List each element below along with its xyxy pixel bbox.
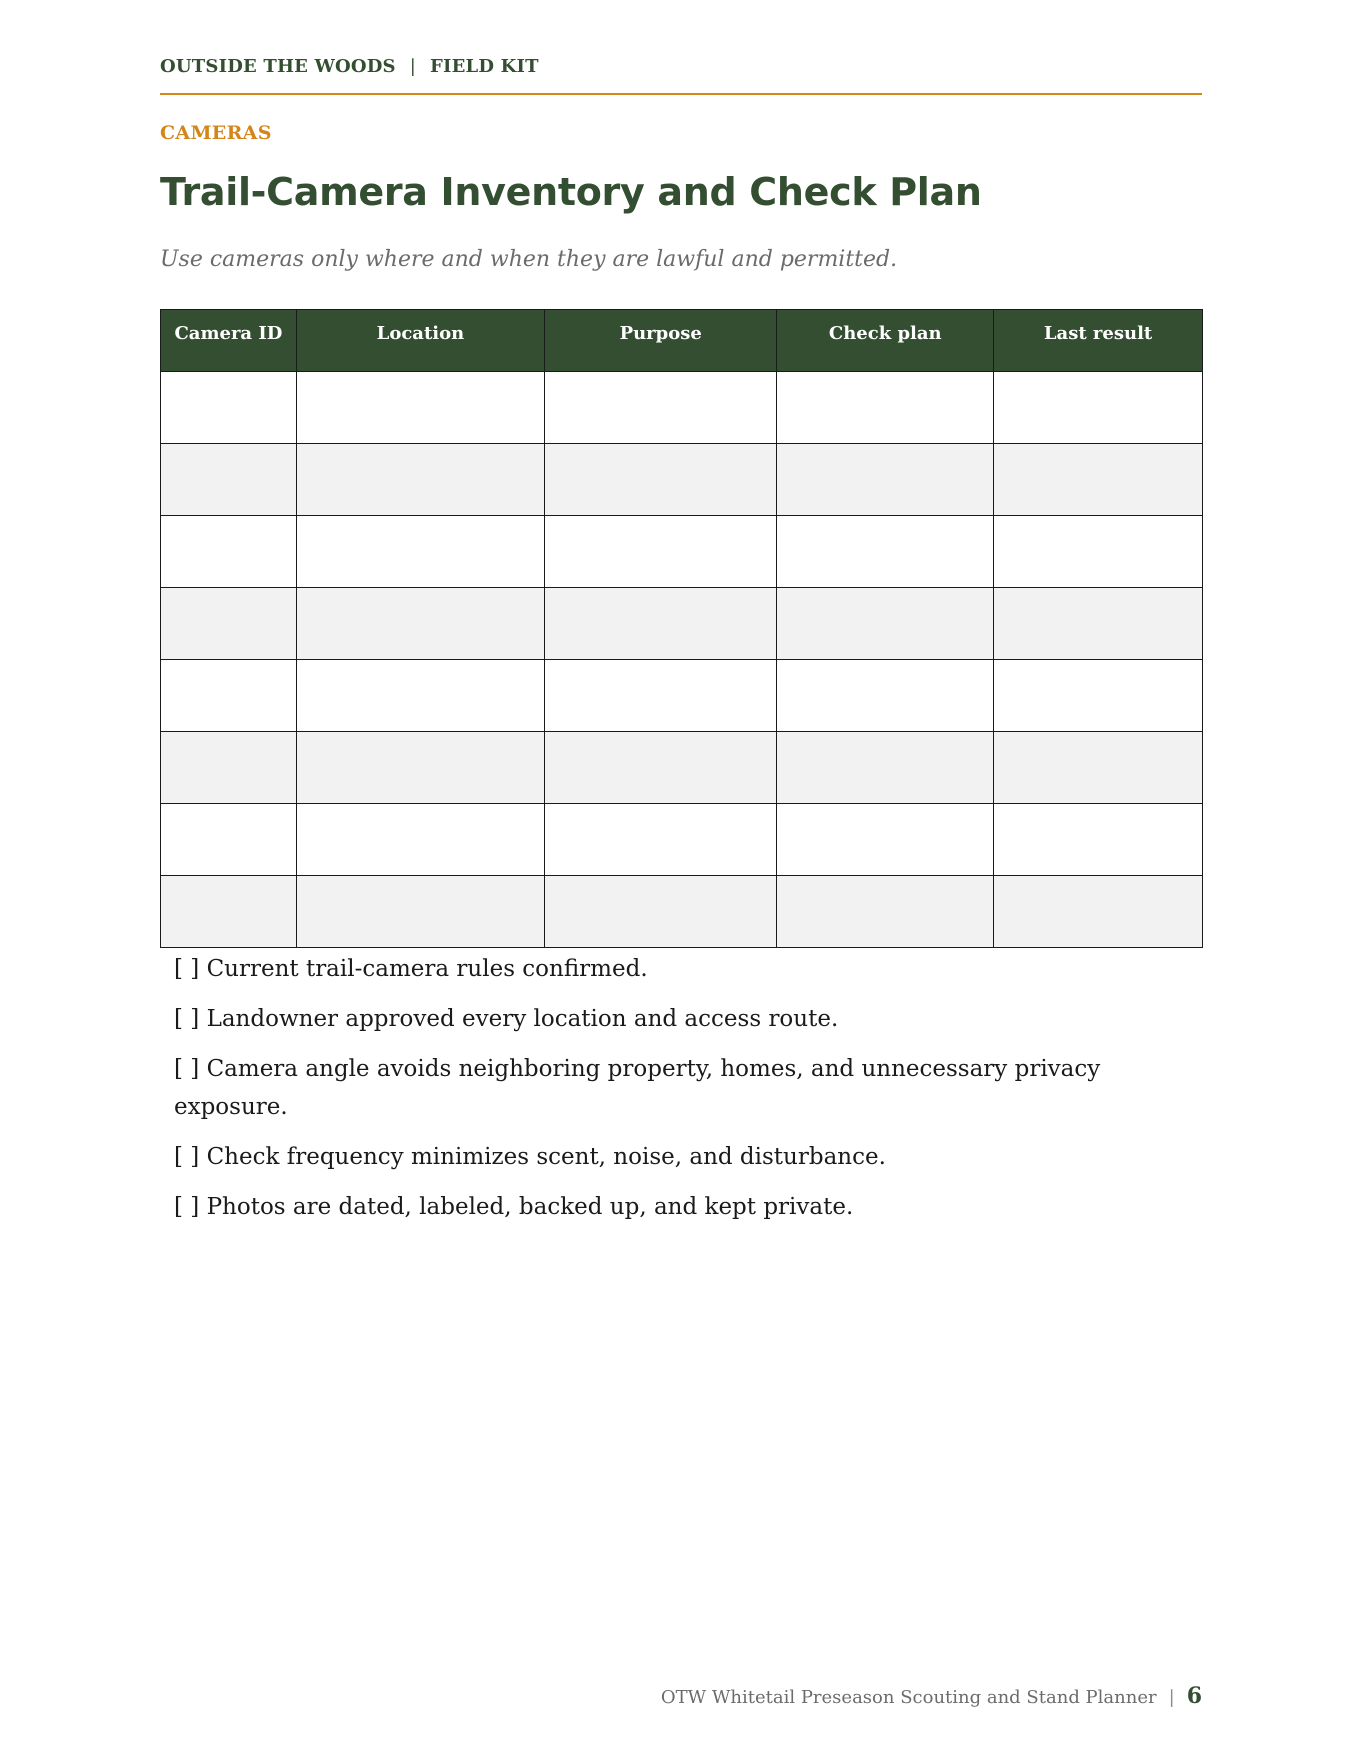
cell-last-result[interactable] <box>994 444 1203 516</box>
cell-location[interactable] <box>296 660 544 732</box>
cell-last-result[interactable] <box>994 732 1203 804</box>
cell-check-plan[interactable] <box>777 660 994 732</box>
cell-purpose[interactable] <box>545 516 777 588</box>
cell-purpose[interactable] <box>545 732 777 804</box>
cell-check-plan[interactable] <box>777 804 994 876</box>
cell-camera-id[interactable] <box>161 732 297 804</box>
table-row <box>161 516 1203 588</box>
cell-last-result[interactable] <box>994 660 1203 732</box>
header-separator: | <box>409 56 417 77</box>
cell-camera-id[interactable] <box>161 876 297 948</box>
cell-last-result[interactable] <box>994 876 1203 948</box>
cell-camera-id[interactable] <box>161 444 297 516</box>
cell-camera-id[interactable] <box>161 516 297 588</box>
footer-separator: | <box>1168 1687 1175 1708</box>
brand-name: OUTSIDE THE WOODS <box>160 56 396 77</box>
cell-location[interactable] <box>296 372 544 444</box>
table-header-row <box>161 310 1203 372</box>
checklist-item-camera-angle[interactable]: [ ] Camera angle avoids neighboring property, homes, and unnecessary privacy exposure. <box>174 1056 1101 1120</box>
page-title: Trail-Camera Inventory and Check Plan <box>160 170 982 214</box>
cell-location[interactable] <box>296 732 544 804</box>
page-number: 6 <box>1186 1683 1202 1709</box>
cell-check-plan[interactable] <box>777 732 994 804</box>
table-row <box>161 660 1203 732</box>
cell-purpose[interactable] <box>545 372 777 444</box>
cell-last-result[interactable] <box>994 588 1203 660</box>
cell-camera-id[interactable] <box>161 372 297 444</box>
page-footer <box>661 1683 1202 1709</box>
column-header-location: Location <box>296 310 544 372</box>
cell-last-result[interactable] <box>994 516 1203 588</box>
column-header-camera-id: Camera ID <box>161 310 297 372</box>
cell-camera-id[interactable] <box>161 660 297 732</box>
cell-location[interactable] <box>296 876 544 948</box>
cell-purpose[interactable] <box>545 876 777 948</box>
cell-location[interactable] <box>296 516 544 588</box>
running-header <box>160 56 539 77</box>
column-header-purpose: Purpose <box>545 310 777 372</box>
checklist-item-check-frequency[interactable]: [ ] Check frequency minimizes scent, noise, and disturbance. <box>174 1144 886 1170</box>
header-rule <box>160 93 1202 95</box>
cell-purpose[interactable] <box>545 588 777 660</box>
cell-camera-id[interactable] <box>161 804 297 876</box>
camera-inventory-table <box>160 309 1203 948</box>
cell-last-result[interactable] <box>994 372 1203 444</box>
footer-document-title: OTW Whitetail Preseason Scouting and Stand Planner <box>660 1687 1157 1708</box>
table-row <box>161 732 1203 804</box>
section-label: CAMERAS <box>160 122 272 144</box>
cell-last-result[interactable] <box>994 804 1203 876</box>
table-row <box>161 876 1203 948</box>
cell-location[interactable] <box>296 588 544 660</box>
column-header-check-plan: Check plan <box>777 310 994 372</box>
cell-check-plan[interactable] <box>777 516 994 588</box>
table-row <box>161 804 1203 876</box>
cell-location[interactable] <box>296 444 544 516</box>
cell-purpose[interactable] <box>545 444 777 516</box>
kit-name: FIELD KIT <box>430 56 539 77</box>
table-row <box>161 372 1203 444</box>
table-row <box>161 444 1203 516</box>
cell-check-plan[interactable] <box>777 372 994 444</box>
document-page <box>160 0 1202 1760</box>
page-subtitle: Use cameras only where and when they are lawful and permitted. <box>160 247 898 272</box>
checklist-item-photos-private[interactable]: [ ] Photos are dated, labeled, backed up, and kept private. <box>174 1194 854 1220</box>
table-row <box>161 588 1203 660</box>
compliance-checklist <box>174 950 1134 1238</box>
checklist-item-rules-confirmed[interactable]: [ ] Current trail-camera rules confirmed. <box>174 956 648 982</box>
cell-check-plan[interactable] <box>777 876 994 948</box>
checklist-item-landowner-approved[interactable]: [ ] Landowner approved every location and access route. <box>174 1006 839 1032</box>
cell-check-plan[interactable] <box>777 588 994 660</box>
cell-purpose[interactable] <box>545 660 777 732</box>
column-header-last-result: Last result <box>994 310 1203 372</box>
cell-location[interactable] <box>296 804 544 876</box>
cell-check-plan[interactable] <box>777 444 994 516</box>
cell-purpose[interactable] <box>545 804 777 876</box>
cell-camera-id[interactable] <box>161 588 297 660</box>
